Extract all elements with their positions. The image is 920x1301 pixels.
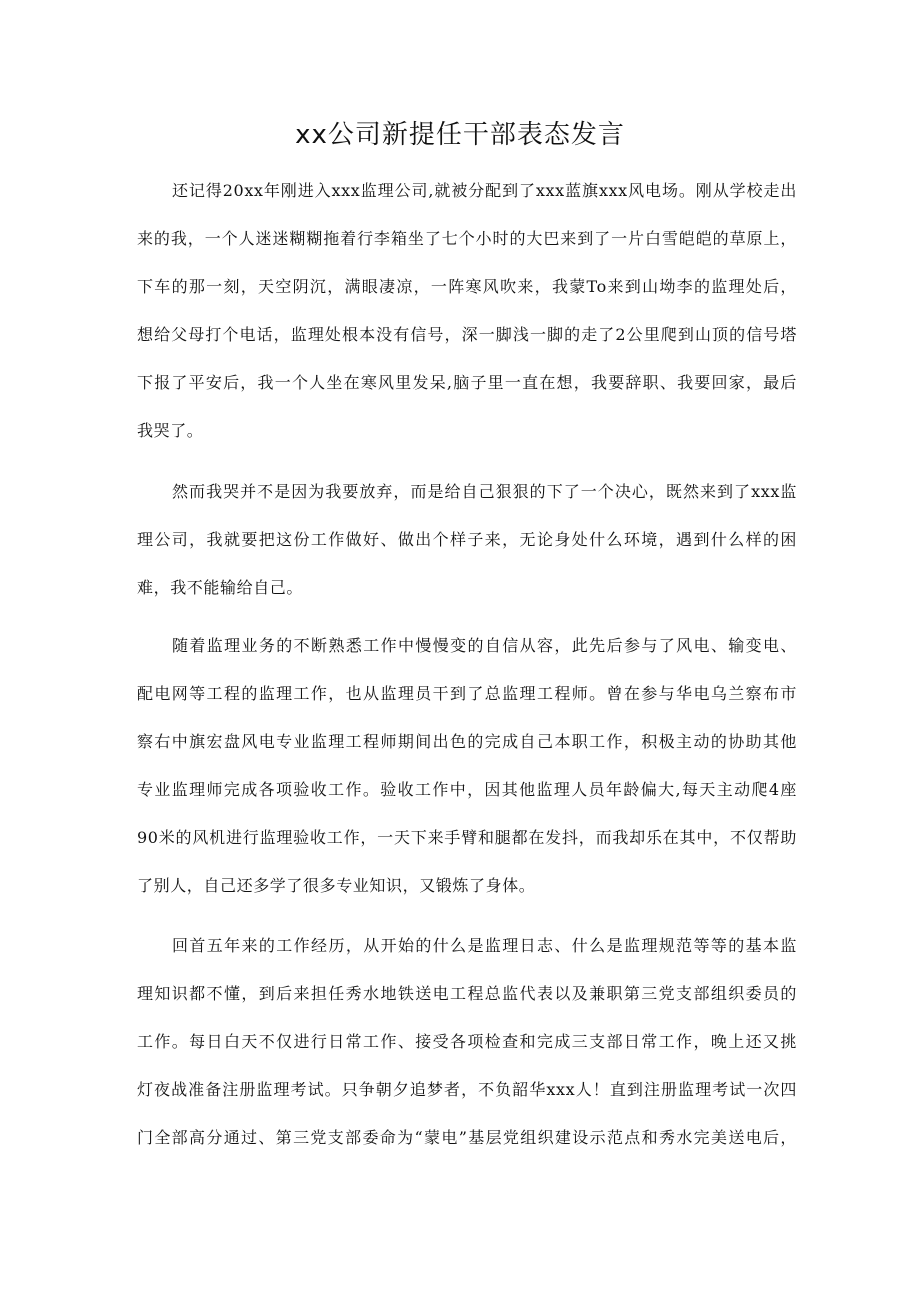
paragraph-1-line-4: 想给父母打个电话，监理处根本没有信号，深一脚浅一脚的走了2公里爬到山顶的信号塔: [137, 325, 797, 344]
paragraph-3-line-3: 察右中旗宏盘风电专业监理工程师期间出色的完成自己本职工作，积极主动的协助其他: [137, 732, 797, 751]
paragraph-1-line-1: 还记得20xx年刚进入xxx监理公司,就被分配到了xxx蓝旗xxx风电场。刚从学校走出: [172, 181, 797, 200]
paragraph-3-line-4: 专业监理师完成各项验收工作。验收工作中，因其他监理人员年龄偏大,每天主动爬4座: [137, 780, 797, 799]
paragraph-2-line-3: 难，我不能输给自己。: [137, 578, 304, 597]
paragraph-1-line-3: 下车的那一刻，天空阴沉，满眼凄凉，一阵寒风吹来，我蒙To来到山坳李的监理处后，: [137, 277, 797, 296]
paragraph-4-line-5: 门全部高分通过、第三党支部委命为“蒙电”基层党组织建设示范点和秀水完美送电后，: [137, 1128, 797, 1147]
paragraph-3-line-5: 90米的风机进行监理验收工作，一天下来手臂和腿都在发抖，而我却乐在其中，不仅帮助: [137, 828, 797, 847]
paragraph-4-line-2: 理知识都不懂，到后来担任秀水地铁送电工程总监代表以及兼职第三党支部组织委员的: [137, 984, 797, 1003]
paragraph-2-line-2: 理公司，我就要把这份工作做好、做出个样子来，无论身处什么环境，遇到什么样的困: [137, 530, 797, 549]
paragraph-4-line-1: 回首五年来的工作经历，从开始的什么是监理日志、什么是监理规范等等的基本监: [172, 936, 797, 955]
paragraph-3-line-2: 配电网等工程的监理工作，也从监理员干到了总监理工程师。曾在参与华电乌兰察布市: [137, 684, 797, 703]
paragraph-3-line-6: 了别人，自己还多学了很多专业知识，又锻炼了身体。: [137, 876, 536, 895]
paragraph-2-line-1: 然而我哭并不是因为我要放弃，而是给自己狠狠的下了一个决心，既然来到了xxx监: [172, 482, 797, 501]
paragraph-4-line-4: 灯夜战准备注册监理考试。只争朝夕追梦者，不负韶华xxx人！直到注册监理考试一次四: [137, 1080, 797, 1099]
paragraph-1-line-6: 我哭了。: [137, 421, 204, 440]
paragraph-1-line-5: 下报了平安后，我一个人坐在寒风里发呆,脑子里一直在想，我要辞职、我要回家，最后: [137, 373, 797, 392]
paragraph-4-line-3: 工作。每日白天不仅进行日常工作、接受各项检查和完成三支部日常工作，晚上还又挑: [137, 1032, 797, 1051]
paragraph-3-line-1: 随着监理业务的不断熟悉工作中慢慢变的自信从容，此先后参与了风电、输变电、: [172, 636, 797, 655]
document-title: xx公司新提任干部表态发言: [295, 120, 625, 150]
paragraph-1-line-2: 来的我，一个人迷迷糊糊拖着行李箱坐了七个小时的大巴来到了一片白雪皑皑的草原上，: [137, 229, 797, 248]
